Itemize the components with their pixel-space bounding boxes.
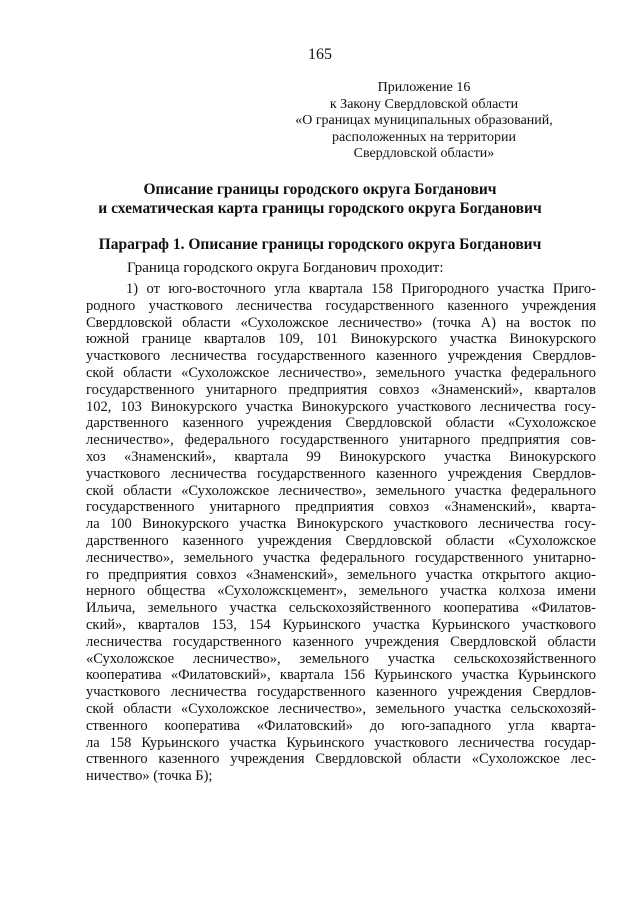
body-line: го предприятия совхоз «Знаменский», земельного участка открытого акцио- — [86, 566, 596, 583]
appendix-line: Свердловской области» — [353, 146, 495, 161]
body-line: государственного унитарного предприятия совхоз «Знаменский», кварталов — [86, 381, 596, 398]
appendix-line: к Закону Свердловской области — [329, 96, 519, 112]
appendix-reference — [264, 80, 584, 163]
appendix-line: «О границах муниципальных образований, — [295, 113, 553, 128]
body-line: хоз «Знаменский», квартала 99 Винокурского участка Винокурского — [86, 448, 596, 465]
appendix-line: Приложение 16 — [377, 80, 471, 95]
body-line: лесничество», земельного участка федерального государственного унитарно- — [86, 549, 596, 566]
document-title-line: Описание границы городского округа Богданович — [143, 181, 497, 198]
body-line: участкового лесничества государственного казенного учреждения Свердлов- — [86, 348, 596, 365]
body-line: дарственного казенного учреждения Свердловской области «Сухоложское — [86, 415, 596, 432]
body-line: ской области «Сухоложское лесничество», земельного участка сельскохозяй- — [86, 700, 596, 717]
body-line: «Сухоложское лесничество», земельного участка сельскохозяйственного — [86, 650, 596, 667]
body-line: государственного унитарного предприятия совхоз «Знаменский», кварта- — [86, 499, 596, 516]
body-line: родного участкового лесничества государственного казенного учреждения — [86, 297, 596, 314]
body-line: 102, 103 Винокурского участка Винокурского участкового лесничества госу- — [86, 398, 596, 415]
page-number: 165 — [308, 46, 332, 63]
body-line: ла 100 Винокурского участка Винокурского участкового лесничества госу- — [86, 516, 596, 533]
body-text — [86, 281, 596, 785]
body-line: южной границе кварталов 109, 101 Винокурского участка Винокурского — [86, 331, 596, 348]
body-line: ский», кварталов 153, 154 Курьинского участка Курьинского участкового — [86, 616, 596, 633]
body-line: ла 158 Курьинского участка Курьинского участкового лесничества государ- — [86, 734, 596, 751]
body-line: кооператива «Филатовский», квартала 156 Курьинского участка Курьинского — [86, 667, 596, 684]
document-title — [0, 180, 640, 218]
body-line: нерного общества «Сухоложскцемент», земельного участка колхоза имени — [86, 583, 596, 600]
body-line: Ильича, земельного участка сельскохозяйственного кооператива «Филатов- — [86, 600, 596, 617]
body-line: ской области «Сухоложское лесничество», земельного участка федерального — [86, 482, 596, 499]
body-line: участкового лесничества государственного казенного учреждения Свердлов- — [86, 465, 596, 482]
body-line: участкового лесничества государственного казенного учреждения Свердлов- — [86, 684, 596, 701]
body-line: ственного казенного учреждения Свердловской области «Сухоложское лес- — [86, 751, 596, 768]
body-line: дарственного казенного учреждения Свердловской области «Сухоложское — [86, 532, 596, 549]
document-title-line: и схематическая карта границы городского округа Богданович — [98, 200, 542, 217]
body-line: Свердловской области «Сухоложское лесничество» (точка А) на восток по — [86, 314, 596, 331]
body-line: ской области «Сухоложское лесничество», земельного участка федерального — [86, 364, 596, 381]
appendix-line: расположенных на территории — [332, 129, 516, 145]
body-line: 1) от юго-восточного угла квартала 158 Пригородного участка Приго- — [126, 281, 596, 297]
intro-sentence: Граница городского округа Богданович проходит: — [127, 260, 444, 276]
body-line: ничество» (точка Б); — [86, 768, 213, 785]
body-line: лесничество», федерального государственного унитарного предприятия сов- — [86, 432, 596, 449]
paragraph-heading: Параграф 1. Описание границы городского округа Богданович — [98, 236, 542, 253]
body-line: ственного кооператива «Филатовский» до юго-западного угла кварта- — [86, 717, 596, 734]
body-line: лесничества государственного казенного учреждения Свердловской области — [86, 633, 596, 650]
